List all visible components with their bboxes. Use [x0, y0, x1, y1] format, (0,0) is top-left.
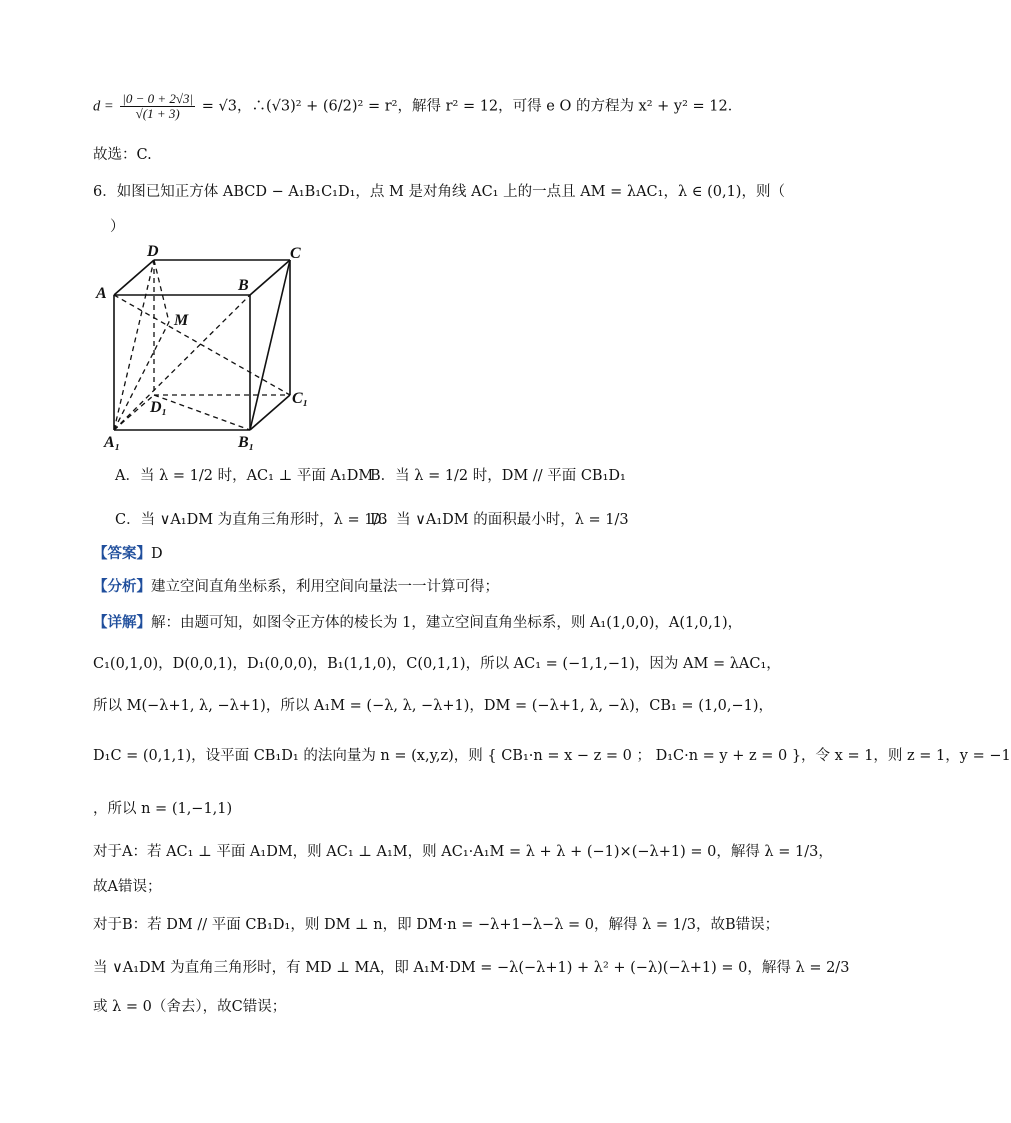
distance-lhs: d = [93, 98, 114, 115]
option-b: B．当 λ = 1/2 时，DM // 平面 CB₁D₁ [370, 468, 626, 484]
question-stem [93, 182, 785, 202]
label-B1: B₁ [238, 434, 255, 451]
check-a-line-1: 对于A：若 AC₁ ⊥ 平面 A₁DM，则 AC₁ ⊥ A₁M，则 AC₁·A₁M = λ + λ + (−1)×(−λ+1) = 0，解得 λ = 1/3， [93, 844, 833, 860]
answer-value: D [151, 546, 163, 562]
detail-tag: 【详解】 [93, 615, 151, 631]
analysis-text: 建立空间直角坐标系，利用空间向量法一一计算可得； [151, 579, 499, 595]
edge-AD [114, 260, 154, 295]
segment-D1B1 [154, 395, 250, 430]
option-c: C．当 ∨A₁DM 为直角三角形时，λ = 1/3 [115, 512, 388, 528]
label-D: D [147, 243, 159, 260]
edge-A1D1 [114, 395, 154, 430]
edge-BC [250, 260, 290, 295]
option-d: D．当 ∨A₁DM 的面积最小时，λ = 1/3 [370, 512, 629, 528]
label-A: A [96, 285, 107, 302]
segment-DM [154, 260, 169, 322]
label-B: B [238, 277, 249, 294]
question-stem-text: 如图已知正方体 ABCD − A₁B₁C₁D₁，点 M 是对角线 AC₁ 上的一点且 AM = λAC₁，λ ∈ (0,1)，则（ [116, 184, 785, 200]
answer-line [93, 544, 163, 564]
detail-line-3: 所以 M(−λ+1, λ, −λ+1)，所以 A₁M = (−λ, λ, −λ+1)，DM = (−λ+1, λ, −λ)，CB₁ = (1,0,−1)， [93, 698, 774, 714]
check-c-line-1: 当 ∨A₁DM 为直角三角形时，有 MD ⊥ MA，即 A₁M·DM = −λ(−λ+1) + λ² + (−λ)(−λ+1) = 0，解得 λ = 2/3 [93, 960, 850, 976]
cube-figure [92, 240, 332, 450]
analysis-line [93, 577, 499, 597]
answer-tag: 【答案】 [93, 546, 151, 562]
edge-B1C1 [250, 395, 290, 430]
analysis-tag: 【分析】 [93, 579, 151, 595]
option-a: A．当 λ = 1/2 时，AC₁ ⊥ 平面 A₁DM [115, 468, 374, 484]
distance-formula-line [93, 92, 742, 121]
distance-denominator: √(1 + 3) [135, 106, 180, 121]
detail-line-1 [93, 613, 742, 633]
segment-A1D [114, 260, 154, 430]
question-stem-close: ） [110, 219, 125, 235]
detail-line-2: C₁(0,1,0)，D(0,0,1)，D₁(0,0,0)，B₁(1,1,0)，C(0,1,1)，所以 AC₁ = (−1,1,−1)，因为 AM = λAC₁， [93, 656, 781, 672]
distance-fraction [120, 92, 195, 121]
distance-rest: = √3，∴(√3)² + (6/2)² = r²，解得 r² = 12，可得 e O 的方程为 x² + y² = 12． [201, 98, 743, 115]
check-a-line-2: 故A错误； [93, 879, 162, 895]
diagonal-AC1 [114, 295, 290, 395]
label-C: C [290, 245, 301, 262]
label-D1: D₁ [150, 399, 168, 416]
segment-B1C [250, 260, 290, 430]
detail-text-1: 解：由题可知，如图令正方体的棱长为 1，建立空间直角坐标系，则 A₁(1,0,0)，A(1,0,1)， [151, 615, 743, 631]
label-C1: C₁ [292, 390, 309, 407]
check-c-line-2: 或 λ = 0（舍去），故C错误； [93, 999, 287, 1015]
question-number: 6． [93, 184, 117, 200]
check-b-line: 对于B：若 DM // 平面 CB₁D₁，则 DM ⊥ n，即 DM·n = −λ+1−λ−λ = 0，解得 λ = 1/3，故B错误； [93, 917, 780, 933]
detail-line-5: ，所以 n = (1,−1,1) [93, 801, 233, 817]
answer-choice-line: 故选：C. [93, 147, 152, 163]
label-M: M [174, 312, 189, 329]
detail-line-4: D₁C = (0,1,1)，设平面 CB₁D₁ 的法向量为 n = (x,y,z)，则 { CB₁·n = x − z = 0 ； D₁C·n = y + z = 0 }，令 x = 1，则 z = 1，y = −1 [93, 748, 1011, 764]
distance-numerator: |0 − 0 + 2√3| [122, 91, 194, 106]
label-A1: A₁ [104, 434, 121, 451]
